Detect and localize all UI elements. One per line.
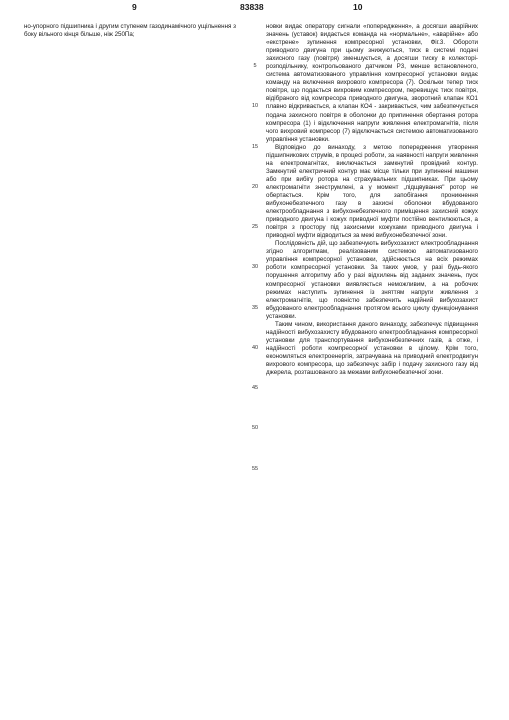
- paragraph: Відповідно до винаходу, з метою попередження утворення підшипникових струмів, в процесі роботи, за наявності напруги живлення на електромагнітах, виключається замкнутий провідний контур. Замкнутий електричний контур має місце тільки при зупиненні машини або при вибігу ротора на страхувальних підшипниках. При цьому електромагніти знеструмлені, а у момент „підщвування" ротор не обертається. Крім того, для запобігання проникнення вибухонебезпечного газу в захисні оболонки вбудованого електрообладнання з вибухонебезпечного приміщення захисний кожух приводного двигуна і кожух приводної муфти постійно вентилюються, а повітря з простору під захисними кожухами приводного двигуна і приводної муфти відводиться за межі вибухонебезпечної зони.: [266, 143, 478, 240]
- paragraph: Таким чином, використання даного винаходу, забезпечує підвищення надійності вибухозахисту вбудованого електрообладнання компресорної установки для транспортування вибухонебезпечних газів, а отже, і надійності роботи компресорної установки в цілому. Крім того, економляться електроенергія, затрачувана на приводний електродвигун вихрового компресора, що забезпечує забір і подачу захисного газу від джерела, розташованого за межами вибухонебезпечної зони.: [266, 320, 478, 377]
- right-text-column: [266, 23, 478, 713]
- paragraph: но-упорного підшипника і другим ступенем газодинамічного ущільнення з боку вільного кінця більше, ніж 250Па;: [24, 23, 236, 39]
- line-number: 10: [251, 103, 259, 109]
- line-number: 15: [251, 144, 259, 150]
- paragraph: Послідовність дій, що забезпечують вибухозахист електрообладнання згідно алгоритмам, реалізованим системою автоматизованого управління компресорної установки, здійснюється на всіх режимах роботи компресорної установки. За таких умов, у разі будь-якого порушення алгоритму або у разі відхилень від заданих значень, пуск компресорної установки виявляється неможливим, а на робочих режимах наступить зупинення із зняттям напруги живлення з електромагнітів, що повністю забезпечить надійний вибухозахист вбудованого електрообладнання протягом всього циклу функціонування установки.: [266, 240, 478, 320]
- line-number: 40: [251, 345, 259, 351]
- page-number-left: 9: [132, 2, 137, 12]
- page-number-right: 10: [353, 2, 363, 12]
- line-number: 20: [251, 184, 259, 190]
- patent-number: 83838: [240, 2, 264, 12]
- line-number: 55: [251, 466, 259, 472]
- line-number: 30: [251, 264, 259, 270]
- line-number: 45: [251, 385, 259, 391]
- line-number: 25: [251, 224, 259, 230]
- line-number: 5: [253, 63, 257, 69]
- paragraph: новки видає оператору сигнали «попередження», а досягши аварійних значень (уставок) видається команда на «нормальне», «аварійне» або «екстрене» зупинення компресорної установки, Фіг.3. Обороти приводного двигуна при цьому знижуються, тиск в системі подачі захисного газу (повітря) зменшується, а досягши тиску в колекторі-розподільнику, контрольованого датчиком Р3, менше встановленого, система автоматизованого управління компресорної установки видає команду на включення вихрового компресора (7). Оскільки тепер тиск повітря, що подається вихровим компресором, перевищує тиск повітря, відібраного від компресора приводного двигуна, зворотний клапан КО1 плавно відкривається, а клапан КО4 - закривається, чим забезпечується подача захисного повітря в оболонки до припинення обертання ротора компресора (1) і відключення напруги живлення електромагнітів, після чого вихровий компресор (7) відключається системою автоматизованого управління установки.: [266, 23, 478, 143]
- left-text-column: [24, 23, 236, 713]
- line-number: 50: [251, 425, 259, 431]
- line-number: 35: [251, 305, 259, 311]
